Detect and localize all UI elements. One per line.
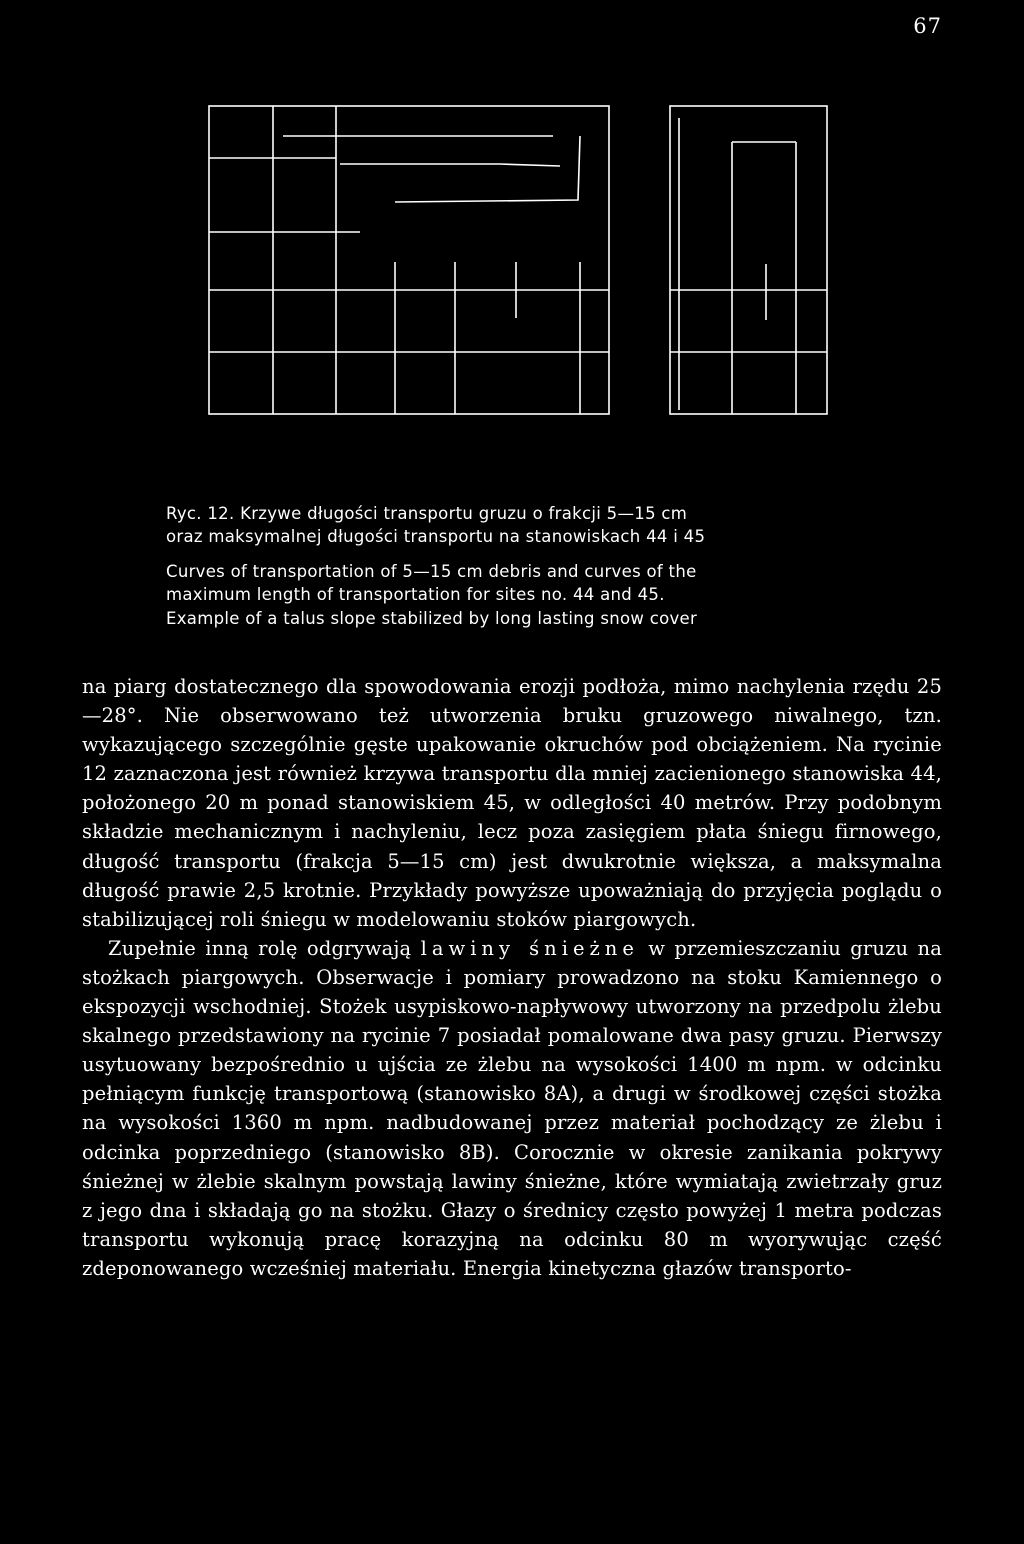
page-number: 67 [913,14,942,38]
paragraph-2 [82,934,942,1283]
caption-english-line-3: Example of a talus slope stabilized by long lasting snow cover [166,608,698,628]
figure-caption [166,502,866,630]
caption-polish-line-2: oraz maksymalnej długości transportu na stanowiskach 44 i 45 [166,527,706,547]
figure-panel-left [209,106,609,414]
paragraph-2-start: Zupełnie inną rolę odgrywają [108,936,412,960]
figure-panel-right [670,106,827,414]
body-text [82,672,942,1283]
paragraph-1: na piarg dostatecznego dla spowodowania erozji podłoża, mimo nachylenia rzędu 25—28°. Nie obserwowano też utworzenia bruku gruzowego niwalnego, tzn. wykazującego szczególnie gęste upakowanie okruchów pod obciążeniem. Na rycinie 12 zaznaczona jest również krzywa transportu dla mniej zacienionego stanowiska 44, położonego 20 m ponad stanowiskiem 45, w odległości 40 metrów. Przy podobnym składzie mechanicznym i nachyleniu, lecz poza zasięgiem płata śniegu firnowego, długość transportu (frakcja 5—15 cm) jest dwukrotnie większa, a maksymalna długość prawie 2,5 krotnie. Przykłady powyższe upoważniają do przyjęcia poglądu o stabilizującej roli śniegu w modelowaniu stoków piargowych. [82,675,942,931]
figure-ryc-12 [0,0,1024,470]
caption-polish-line-1: Ryc. 12. Krzywe długości transportu gruzu o frakcji 5—15 cm [166,504,688,523]
caption-english-line-1: Curves of transportation of 5—15 cm debris and curves of the [166,561,697,581]
paragraph-2-rest: w przemieszczaniu gruzu na stożkach piargowych. Obserwacje i pomiary prowadzono na stoku Kamiennego o ekspozycji wschodniej. Stożek usypiskowo-napływowy utworzony na przedpolu żlebu skalnego przedstawiony na rycinie 7 posiadał pomalowane dwa pasy gruzu. Pierwszy usytuowany bezpośrednio u ujścia ze żlebu na wysokości 1400 m npm. w odcinku pełniącym funkcję transportową (stanowisko 8A), a drugi w środkowej części stożka na wysokości 1360 m npm. nadbudowanej przez materiał pochodzący ze żlebu i odcinka poprzedniego (stanowisko 8B). Corocznie w okresie zanikania pokrywy śnieżnej w żlebie skalnym powstają lawiny śnieżne, które wymiatają zwietrzały gruz z jego dna i składają go na stożku. Głazy o średnicy często powyżej 1 metra podczas transportu wykonują pracę korazyjną na odcinku 80 m wyorywując część zdeponowanego wcześniej materiału. Energia kinetyczna głazów transporto- [82,936,942,1280]
caption-english-line-2: maximum length of transportation for sites no. 44 and 45. [166,585,665,605]
paragraph-2-emphasis: lawiny śnieżne [420,936,639,960]
